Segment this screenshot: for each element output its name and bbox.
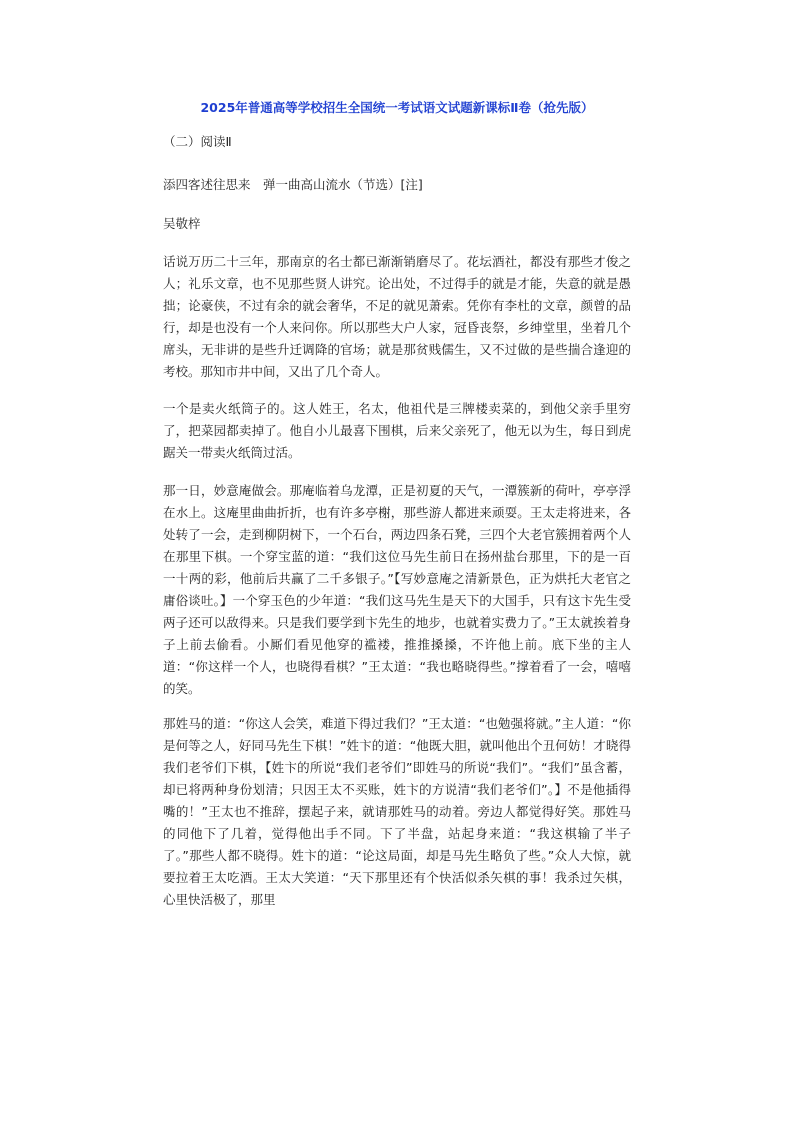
section-heading: （二）阅读Ⅱ — [163, 134, 232, 149]
paragraph-2: 一个是卖火纸筒子的。这人姓王，名太，他祖代是三牌楼卖菜的，到他父亲手里穷了，把菜园都卖掉了。他自小儿最喜下围棋，后来父亲死了，他无以为生，每日到虎踞关一带卖火纸筒过活。 — [163, 401, 631, 460]
paragraph-4: 那姓马的道：“你这人会笑，难道下得过我们？”王太道：“也勉强将就。”主人道：“你是何等之人，好同马先生下棋！”姓卞的道：“他既大胆，就叫他出个丑何妨！才晓得我们老爷们下棋，【姓卞的所说“我们老爷们”即姓马的所说“我们”。“我们”虽含蓄，却已将两种身份划清；只因王太不买账，姓卞的方说清“我们老爷们”。】不是他插得嘴的！”王太也不推辞，摆起子来，就请那姓马的动着。旁边人都觉得好笑。那姓马的同他下了几着，觉得他出手不同。下了半盘，站起身来道：“我这棋输了半子了。”那些人都不晓得。姓卞的道：“论这局面，却是马先生略负了些。”众人大惊，就要拉着王太吃酒。王太大笑道：“天下那里还有个快活似杀矢棋的事！我杀过矢棋，心里快活极了，那里 — [163, 716, 631, 907]
paragraph-1: 话说万历二十三年，那南京的名士都已渐渐销磨尽了。花坛酒社，都没有那些才俊之人；礼乐文章，也不见那些贤人讲究。论出处，不过得手的就是才能，失意的就是愚拙；论豪侠，不过有余的就会奢华，不足的就见萧索。凭你有李杜的文章，颜曾的品行，却是也没有一个人来问你。所以那些大户人家，冠昏丧祭，乡绅堂里，坐着几个席头，无非讲的是些升迁调降的官场；就是那贫贱儒生，又不过做的是些揣合逢迎的考校。那知市井中间，又出了几个奇人。 — [163, 254, 631, 379]
page-title: 2025年普通高等学校招生全国统一考试语文试题新课标Ⅱ卷（抢先版） — [200, 100, 594, 115]
author: 吴敬梓 — [163, 216, 201, 231]
paragraph-3: 那一日，妙意庵做会。那庵临着乌龙潭，正是初夏的天气，一潭簇新的荷叶，亭亭浮在水上。这庵里曲曲折折，也有许多亭榭，那些游人都进来顽耍。王太走将进来，各处转了一会，走到柳阴树下，一个石台，两边四条石凳，三四个大老官簇拥着两个人在那里下棋。一个穿宝蓝的道：“我们这位马先生前日在扬州盐台那里，下的是一百一十两的彩，他前后共赢了二千多银子。”【写妙意庵之清新景色，正为烘托大老官之庸俗谈吐。】一个穿玉色的少年道：“我们这马先生是天下的大国手，只有这卞先生受两子还可以敌得来。只是我们要学到卞先生的地步，也就着实费力了。”王太就挨着身子上前去偷看。小厮们看见他穿的褴褛，推推搡搡，不许他上前。底下坐的主人道：“你这样一个人，也晓得看棋？”王太道：“我也略晓得些。”撑着看了一会，嘻嘻的笑。 — [163, 483, 631, 696]
work-title: 添四客述往思来 弹一曲高山流水（节选）[注] — [163, 177, 423, 192]
